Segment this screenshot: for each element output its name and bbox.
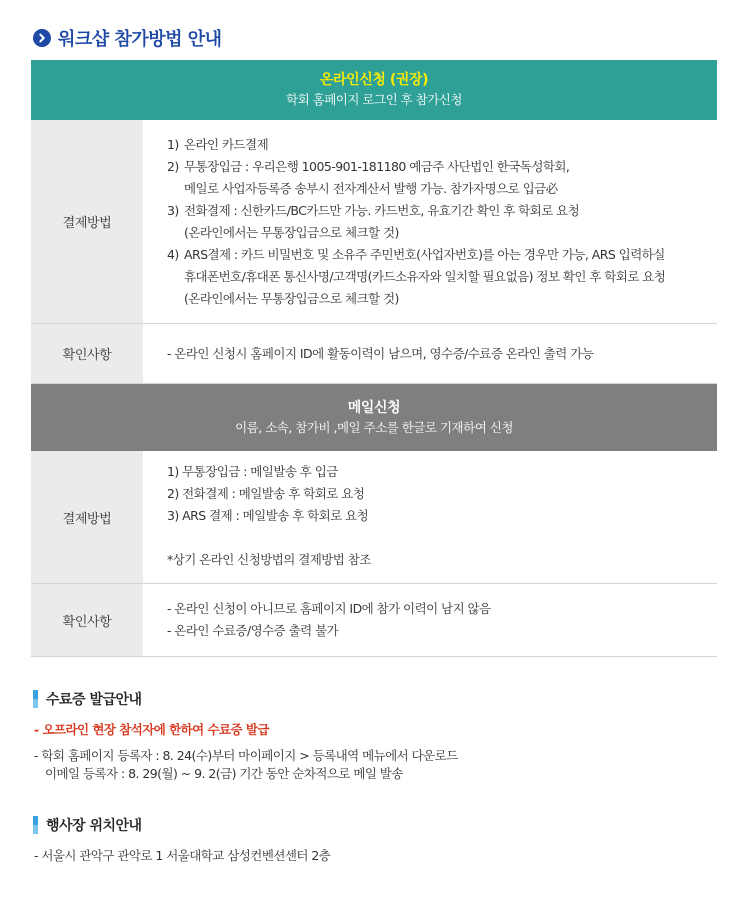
bar-icon: [33, 816, 38, 834]
page-title: 워크샵 참가방법 안내: [58, 29, 222, 50]
mail-payment-line: 1) 무통장입금 : 메일발송 후 입금: [167, 464, 338, 479]
mail-payment-line: 3) ARS 결제 : 메일발송 후 학회로 요청: [167, 508, 369, 523]
online-confirm-content: [143, 324, 717, 383]
certificate-line-1: - 학회 홈페이지 등록자 : 8. 24(수)부터 마이페이지 > 등록내역 메뉴에서 다운로드: [34, 748, 458, 763]
confirm-line: - 온라인 수료증/영수증 출력 불가: [167, 623, 339, 638]
online-confirm-row: [31, 324, 717, 384]
certificate-title: 수료증 발급안내: [46, 692, 142, 708]
bar-icon: [33, 690, 38, 708]
online-application-table: [31, 60, 717, 384]
online-payment-content: [143, 120, 717, 323]
mail-confirm-row: [31, 584, 717, 657]
payment-item-line: 메일로 사업자등록증 송부시 전자계산서 발행 가능. 참가자명으로 입금必: [184, 181, 558, 196]
online-payment-label: 결제방법: [31, 120, 143, 323]
payment-item-line: 온라인 카드결제: [184, 137, 269, 152]
mail-payment-label: 결제방법: [31, 451, 143, 583]
payment-item-line: (온라인에서는 무통장입금으로 체크할 것): [184, 225, 399, 240]
payment-item-line: 전화결제 : 신한카드/BC카드만 가능. 카드번호, 유효기간 확인 후 학회로 요청: [184, 203, 580, 218]
confirm-line: - 온라인 신청시 홈페이지 ID에 활동이력이 남으며, 영수증/수료증 온라인 출력 가능: [167, 345, 594, 361]
certificate-header: [33, 689, 142, 709]
chevron-right-circle-icon: [33, 29, 51, 47]
mail-application-table: [31, 384, 717, 657]
payment-item-number: 2): [167, 159, 179, 174]
payment-item-3: [167, 200, 717, 244]
mail-payment-content: [143, 451, 717, 583]
certificate-notice: - 오프라인 현장 참석자에 한하여 수료증 발급: [34, 722, 269, 737]
online-subtitle: 학회 홈페이지 로그인 후 참가신청: [286, 92, 462, 107]
payment-item-line: ARS결제 : 카드 비밀번호 및 소유주 주민번호(사업자번호)를 아는 경우만 가능, ARS 입력하실: [184, 247, 665, 262]
online-confirm-label: 확인사항: [31, 324, 143, 383]
payment-item-2: [167, 156, 717, 200]
mail-title: 메일신청: [347, 399, 401, 416]
certificate-line-2: 이메일 등록자 : 8. 29(월) ~ 9. 2(금) 기간 동안 순차적으로 메일 발송: [45, 766, 403, 781]
payment-item-4: [167, 244, 717, 310]
venue-header: [33, 815, 142, 835]
payment-item-line: (온라인에서는 무통장입금으로 체크할 것): [184, 291, 399, 306]
payment-item-line: 무통장입금 : 우리은행 1005-901-181180 예금주 사단법인 한국독성학회,: [184, 159, 570, 174]
online-band: [31, 60, 717, 120]
payment-item-number: 3): [167, 203, 179, 218]
mail-subtitle: 이름, 소속, 참가비 ,메일 주소를 한글로 기재하여 신청: [235, 419, 513, 435]
payment-item-line: 휴대폰번호/휴대폰 통신사명/고객명(카드소유자와 일치할 필요없음) 정보 확인 후 학회로 요청: [184, 269, 666, 284]
payment-item-number: 4): [167, 247, 179, 262]
mail-confirm-content: [143, 584, 717, 656]
mail-confirm-label: 확인사항: [31, 584, 143, 656]
mail-payment-line: *상기 온라인 신청방법의 결제방법 참조: [167, 552, 371, 567]
payment-item-number: 1): [167, 137, 179, 152]
payment-item-1: [167, 134, 717, 156]
mail-band: [31, 384, 717, 451]
mail-payment-row: [31, 451, 717, 584]
mail-payment-line: [167, 527, 717, 549]
venue-address: - 서울시 관악구 관악로 1 서울대학교 삼성컨벤션센터 2층: [34, 848, 331, 863]
venue-title: 행사장 위치안내: [46, 818, 142, 834]
section-header: [33, 26, 222, 50]
online-title: 온라인신청 (권장): [319, 72, 429, 88]
mail-payment-line: 2) 전화결제 : 메일발송 후 학회로 요청: [167, 486, 365, 501]
confirm-line: - 온라인 신청이 아니므로 홈페이지 ID에 참가 이력이 남지 않음: [167, 601, 491, 616]
online-payment-row: [31, 120, 717, 324]
